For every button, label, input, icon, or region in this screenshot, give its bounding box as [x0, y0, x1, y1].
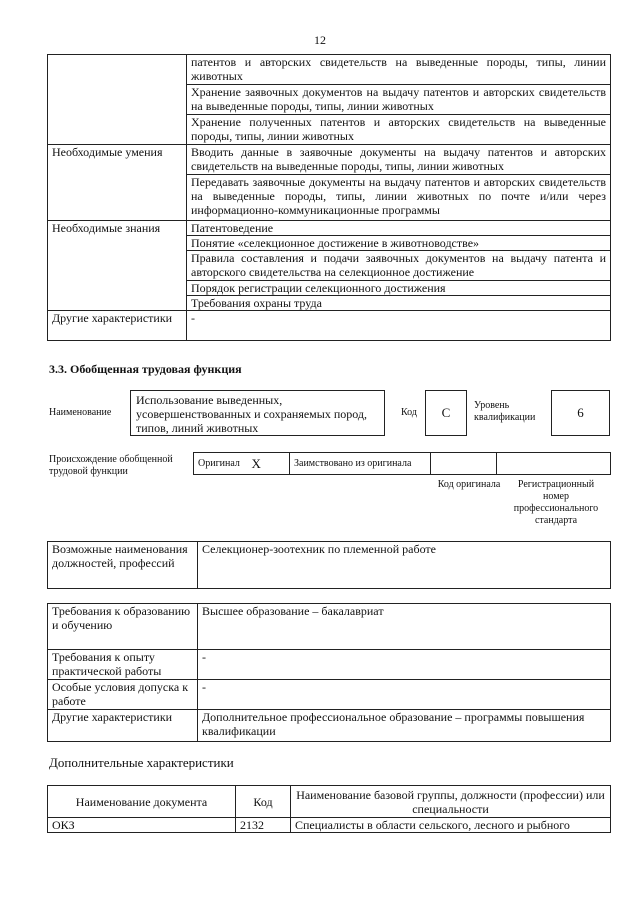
other-label: Другие характеристики: [48, 311, 187, 341]
requirement-label: Требования к опыту практической работы: [48, 650, 198, 680]
knowledge-cell: Понятие «селекционное достижение в животноводстве»: [187, 236, 611, 251]
other-value: -: [187, 311, 611, 341]
knowledge-cell: Требования охраны труда: [187, 296, 611, 311]
reg-caption: Регистрационный номер профессионального стандарта: [513, 479, 599, 526]
name-label: Наименование: [49, 407, 112, 418]
requirement-label: Особые условия допуска к работе: [48, 680, 198, 710]
positions-table: [47, 541, 611, 589]
labor-actions-table: [47, 54, 611, 341]
additional-title: Дополнительные характеристики: [49, 755, 234, 770]
requirement-value: -: [198, 650, 611, 680]
knowledge-cell: Правила составления и подачи заявочных документов на выдачу патента и авторского свидетельства на селекционное достижение: [187, 251, 611, 281]
origin-label: Происхождение обобщенной трудовой функции: [49, 454, 173, 477]
additional-header: Код: [236, 786, 291, 818]
knowledge-cell: Порядок регистрации селекционного достижения: [187, 281, 611, 296]
action-cell: патентов и авторских свидетельств на выведенные породы, типы, линии животных: [187, 55, 611, 85]
level-label: Уровень квалификации: [474, 400, 536, 423]
level-value-box: [551, 390, 610, 436]
additional-cell: Специалисты в области сельского, лесного и рыбного: [291, 818, 611, 833]
additional-table: [47, 785, 611, 833]
level-value: 6: [577, 405, 584, 420]
action-cell: Хранение полученных патентов и авторских свидетельств на выведенные породы, типы, линии животных: [187, 115, 611, 145]
requirement-value: -: [198, 680, 611, 710]
name-value-box: [130, 390, 385, 436]
positions-label: Возможные наименования должностей, профессий: [48, 542, 198, 589]
registration-number-cell: [497, 453, 611, 475]
original-mark: X: [248, 453, 290, 475]
skills-label: Необходимые умения: [48, 145, 187, 221]
requirement-label: Другие характеристики: [48, 710, 198, 742]
requirement-value: Высшее образование – бакалавриат: [198, 604, 611, 650]
skill-cell: Вводить данные в заявочные документы на выдачу патентов и авторских свидетельств на выведенные породы, типы, линии животных: [187, 145, 611, 175]
positions-value: Селекционер-зоотехник по племенной работе: [198, 542, 611, 589]
knowledge-cell: Патентоведение: [187, 221, 611, 236]
additional-header: Наименование документа: [48, 786, 236, 818]
requirement-value: Дополнительное профессиональное образование – программы повышения квалификации: [198, 710, 611, 742]
section-title: 3.3. Обобщенная трудовая функция: [49, 362, 242, 376]
knowledge-label: Необходимые знания: [48, 221, 187, 311]
page-number: 12: [314, 33, 326, 47]
borrowed-label: Заимствовано из оригинала: [290, 453, 431, 475]
code-label: Код: [401, 407, 417, 418]
original-label: Оригинал: [194, 453, 248, 475]
additional-header: Наименование базовой группы, должности (профессии) или специальности: [291, 786, 611, 818]
code-caption: Код оригинала: [437, 479, 501, 490]
empty-label-cell: [48, 55, 187, 145]
origin-table: [193, 452, 611, 475]
requirements-table: [47, 603, 611, 742]
code-value: C: [441, 405, 451, 420]
action-cell: Хранение заявочных документов на выдачу патентов и авторских свидетельств на выведенные породы, типы, линии животных: [187, 85, 611, 115]
code-value-box: [425, 390, 467, 436]
skill-cell: Передавать заявочные документы на выдачу патентов и авторских свидетельств на выведенные породы, типы, линии животных по почте и/или через информационно-коммуникационные программы: [187, 175, 611, 221]
additional-cell: 2132: [236, 818, 291, 833]
name-value: Использование выведенных, усовершенствованных и сохраняемых пород, типов, линий животных: [136, 393, 368, 435]
additional-cell: ОКЗ: [48, 818, 236, 833]
original-code-cell: [431, 453, 497, 475]
requirement-label: Требования к образованию и обучению: [48, 604, 198, 650]
